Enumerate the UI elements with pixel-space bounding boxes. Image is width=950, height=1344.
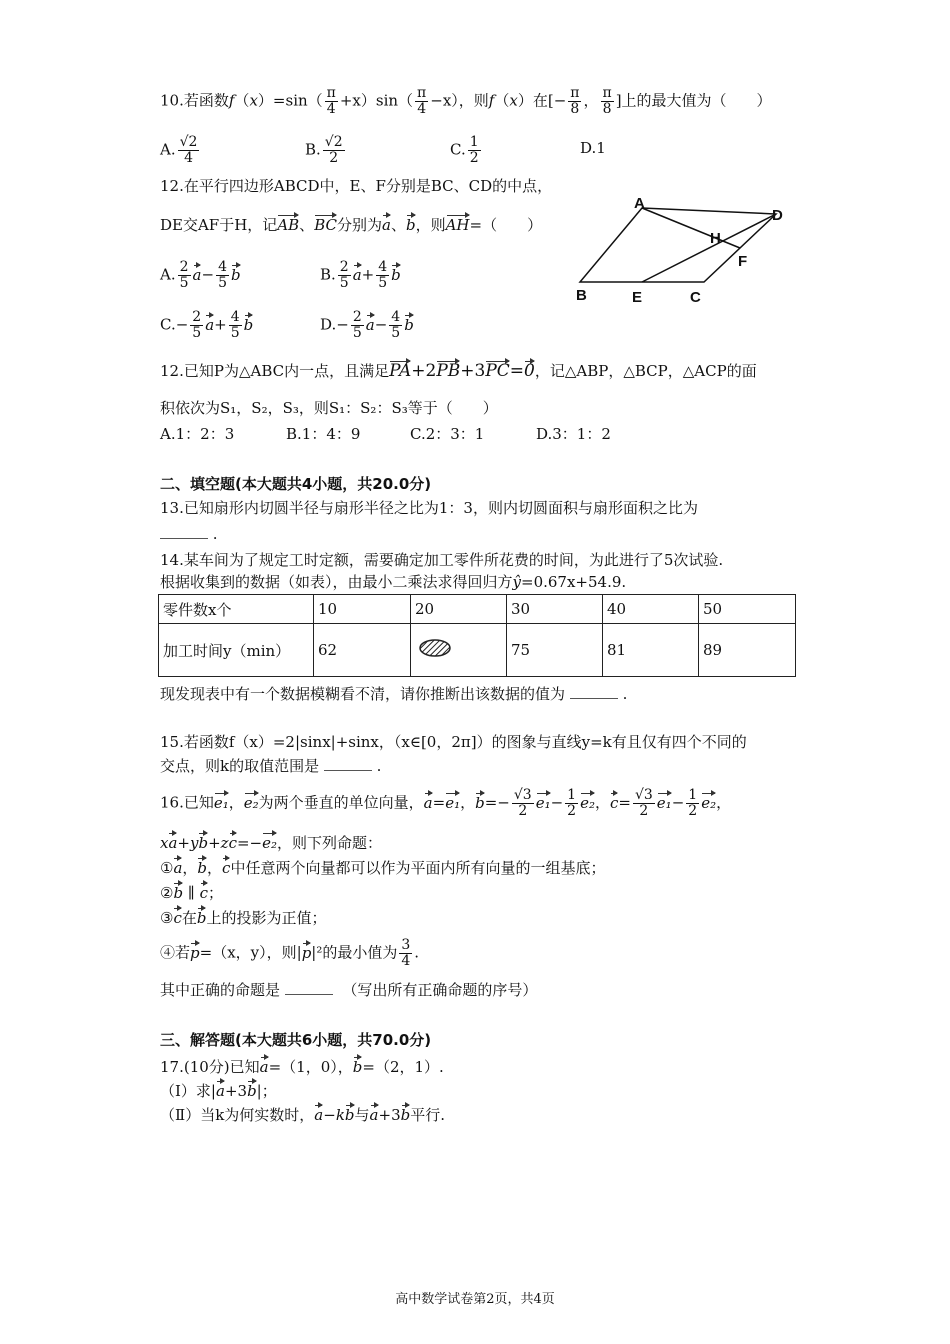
table-cell: 加工时间y（min） [159,624,314,677]
table-cell: 81 [603,624,699,677]
q12a-option-b: B. $\frac{2}{5}$ a+ $\frac{4}{5}$ b [320,259,401,291]
table-cell: 20 [411,595,507,624]
q16-prop-2: ②b ∥ c； [160,880,223,903]
q12b-line1: 12.已知P为△ABC内一点，且满足PA+2PB+3PC=0，记△ABP，△BCP，△ACP的面 [160,358,757,381]
q16-line2: xa+yb+zc=−e₂，则下列命题： [160,830,382,853]
q14-after: 现发现表中有一个数据模糊看不清，请你推断出该数据的值为 . [160,685,628,703]
label-B: B [576,287,587,304]
table-cell: 30 [507,595,603,624]
label-C: C [690,289,701,306]
q12b-option-d: D.3：1：2 [536,425,611,443]
page-footer: 高中数学试卷第2页，共4页 [395,1292,555,1307]
q10-stem-c: +x）sin（ [339,91,414,110]
q15-line2: 交点，则k的取值范围是 . [160,757,382,775]
q12a-line2: DE交AF于H，记AB、BC分别为a、b，则AH=（ ） [160,212,542,235]
table-row [159,624,796,677]
q14-line1: 14.某车间为了规定工时定额，需要确定加工零件所花费的时间，为此进行了5次试验. [160,551,724,569]
table-cell-blurred [411,624,507,677]
q16-prop-4: ④若p=（x，y），则|p|²的最小值为 $\frac{3}{4}$ . [160,937,420,969]
table-cell: 62 [314,624,411,677]
label-F: F [738,253,748,270]
q10-stem-b: =sin（ [272,91,323,110]
q13-line1: 13.已知扇形内切圆半径与扇形半径之比为1：3，则内切圆面积与扇形面积之比为 [160,499,698,517]
q16-line1: 16.已知e₁，e₂为两个垂直的单位向量，a=e₁，b=− $\frac{√3}{2}$ e₁− $\frac{1}{2}$ e₂，c= $\frac{√3}{2}$ e₁− $\frac{1}{2}$ e₂， [160,787,732,819]
q12b-option-a: A.1：2：3 [160,425,235,443]
table-cell: 89 [699,624,796,677]
table-cell: 40 [603,595,699,624]
q12a-option-a: A. $\frac{2}{5}$ a− $\frac{4}{5}$ b [160,259,241,291]
q12b-option-c: C.2：3：1 [410,425,485,443]
q10-option-b: B. $\frac{√2}{2}$ [305,134,343,166]
q17-part2: （Ⅱ）当k为何实数时，a−kb与a+3b平行. [160,1102,445,1125]
q17-line1: 17.(10分)已知a=（1，0），b=（2，1）. [160,1054,444,1077]
blurred-data-icon [415,636,455,660]
section-2-heading: 二、填空题(本大题共4小题，共20.0分) [160,475,432,493]
table-cell: 零件数x个 [159,595,314,624]
q10-line: 10.若函数f（x）=sin（ $\frac{\pi}{4}$ +x）sin（ $\frac{\pi}{4}$ −x），则f（x）在[− $\frac{\pi}{8}$ ， $\frac{\pi}{8}$ ]上的最大值为（ ） [160,85,772,117]
q10-stem-d: −x），则 [430,91,489,110]
q10-stem-e: 在[ [532,91,554,110]
q10-stem: 10.若函数 [160,91,229,110]
table-cell: 75 [507,624,603,677]
label-E: E [632,289,643,306]
q12a-option-c: C.− $\frac{2}{5}$ a+ $\frac{4}{5}$ b [160,309,254,341]
section-3-heading: 三、解答题(本大题共6小题，共70.0分) [160,1031,432,1049]
q10-option-d: D.1 [580,139,606,157]
label-H: H [710,230,721,247]
q10-stem-f: ]上的最大值为（ ） [615,91,772,110]
q16-prop-3: ③c在b上的投影为正值； [160,905,327,928]
q17-part1: （Ⅰ）求|a+3b|； [160,1078,277,1101]
q12b-option-b: B.1：4：9 [286,425,361,443]
q12a-line1: 12.在平行四边形ABCD中，E、F分别是BC、CD的中点， [160,177,553,195]
q12b-line2: 积依次为S₁，S₂，S₃，则S₁：S₂：S₃等于（ ） [160,399,498,417]
q16-conclusion: 其中正确的命题是 （写出所有正确命题的序号） [160,981,538,999]
label-A: A [634,196,645,212]
table-cell: 50 [699,595,796,624]
q16-prop-1: ①a，b，c中任意两个向量都可以作为平面内所有向量的一组基底； [160,855,605,878]
parallelogram-figure [570,196,800,308]
q14-table [158,594,796,677]
table-row [159,595,796,624]
q14-line2: 根据收集到的数据（如表），由最小二乘法求得回归方ŷ=0.67x+54.9. [160,573,627,591]
q15-line1: 15.若函数f（x）=2|sinx|+sinx，（x∈[0，2π]）的图象与直线y=k有且仅有四个不同的 [160,733,747,751]
q10-option-c: C. $\frac{1}{2}$ [450,134,479,166]
q10-option-a: A. $\frac{√2}{4}$ [160,134,198,166]
q12a-option-d: D.− $\frac{2}{5}$ a− $\frac{4}{5}$ b [320,309,414,341]
table-cell: 10 [314,595,411,624]
label-D: D [772,207,783,224]
q13-line2: . [160,524,218,544]
